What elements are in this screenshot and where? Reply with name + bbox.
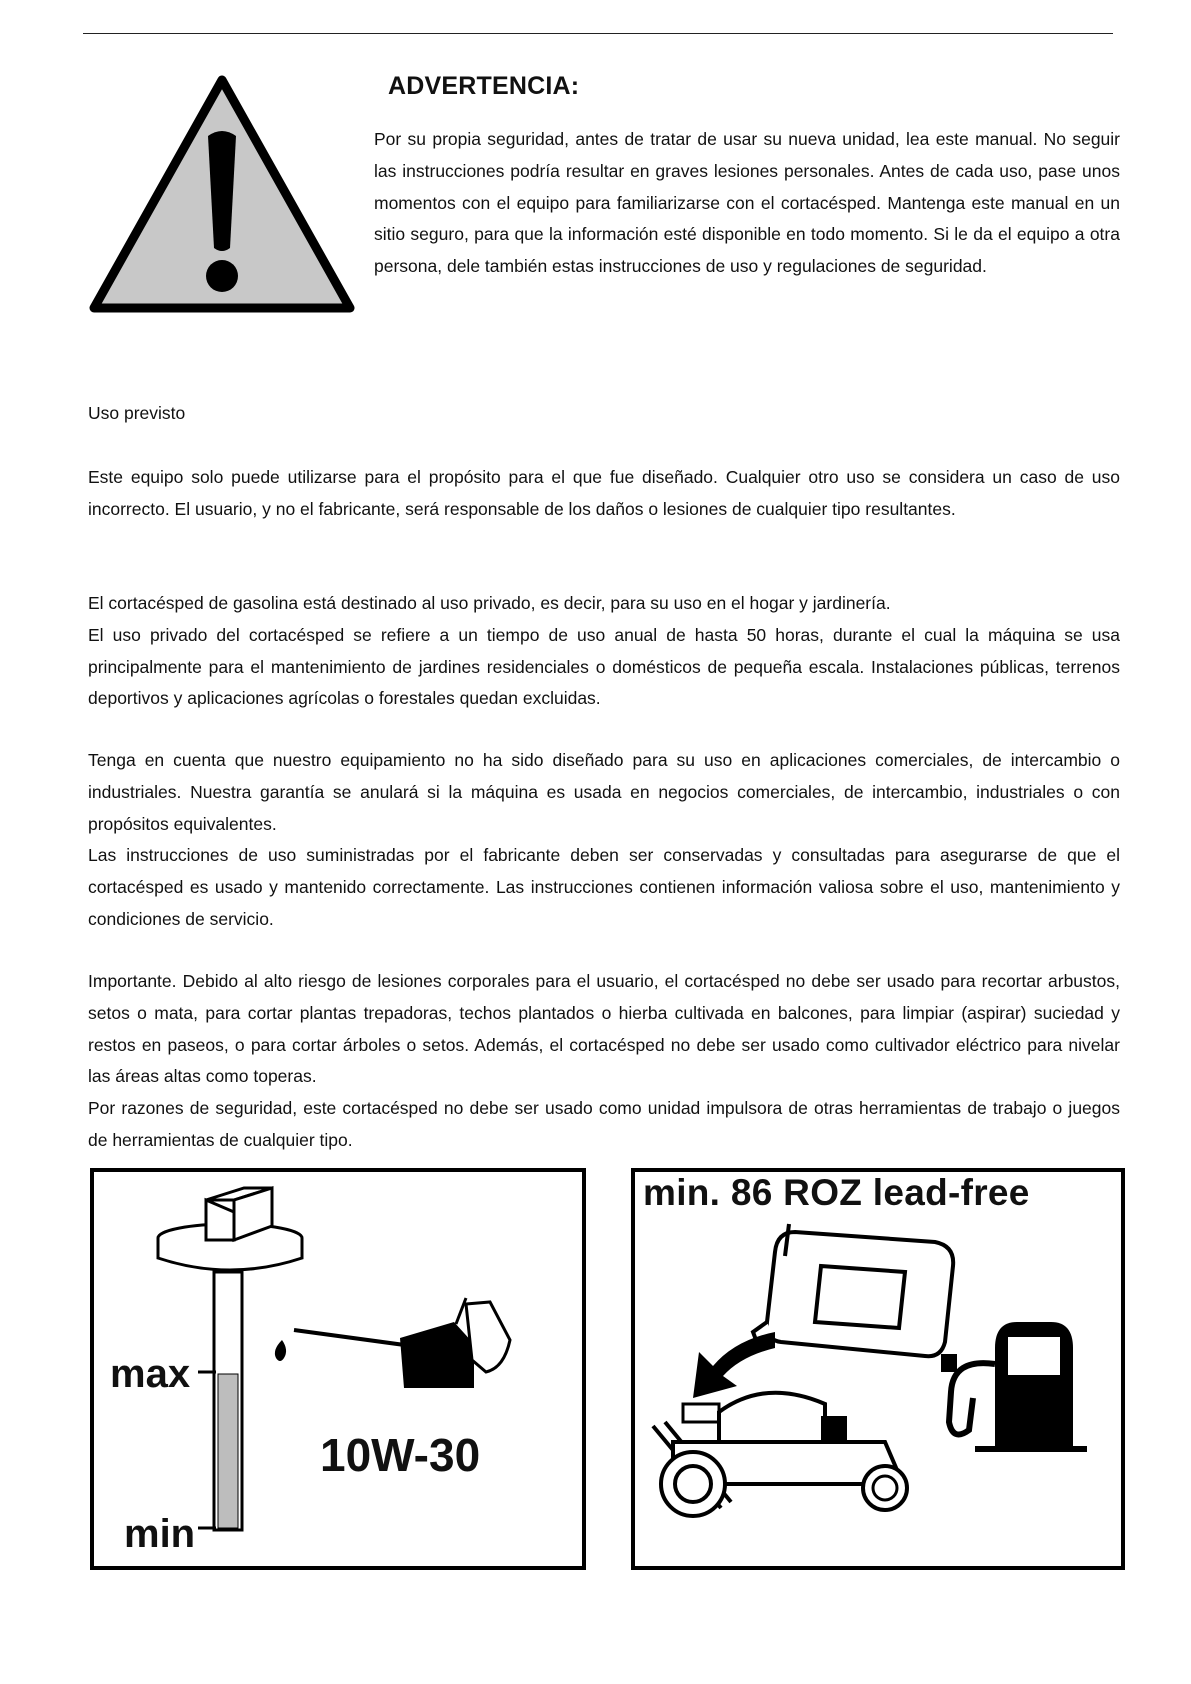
oil-can-icon — [275, 1298, 510, 1388]
warning-title: ADVERTENCIA: — [388, 72, 580, 100]
paragraph-text: Por razones de seguridad, este cortacésped no debe ser usado como unidad impulsora de otras herramientas de trabajo o juegos de herramientas de cualquier tipo. — [88, 1098, 1120, 1150]
paragraph-text: El cortacésped de gasolina está destinado al uso privado, es decir, para su uso en el hogar y jardinería. — [88, 593, 891, 613]
section-label-intended-use: Uso previsto — [88, 403, 186, 423]
top-rule — [83, 33, 1113, 34]
paragraph-intended-use — [88, 462, 1120, 526]
paragraph-text: Tenga en cuenta que nuestro equipamiento no ha sido diseñado para su uso en aplicaciones comerciales, de intercambio o industriales. Nuestra garantía se anulará si la máquina es usada en negocios comerciales, de intercambio, industriales o con propósitos equivalentes. — [88, 750, 1120, 834]
paragraph-text: Importante. Debido al alto riesgo de lesiones corporales para el usuario, el cortacésped no debe ser usado para recortar arbustos, setos o mata, para cortar plantas trepadoras, techos plantados o hierba cultivada en balcones, para limpiar (aspirar) suciedad y restos en paseos, o para cortar árboles o setos. Además, el cortacésped no debe ser usado como cultivador eléctrico para nivelar las áreas altas como toperas. — [88, 971, 1120, 1087]
oil-level-figure — [90, 1168, 586, 1570]
oil-max-label: max — [110, 1352, 191, 1396]
lawn-mower-icon — [653, 1393, 907, 1516]
paragraph-text: Las instrucciones de uso suministradas por el fabricante deben ser conservadas y consultadas para asegurarse de que el cortacésped es usado y mantenido correctamente. Las instrucciones contienen información valiosa sobre el uso, mantenimiento y condiciones de servicio. — [88, 845, 1120, 929]
paragraph-text: Este equipo solo puede utilizarse para el propósito para el que fue diseñado. Cualquier otro uso se considera un caso de uso incorrecto. El usuario, y no el fabricante, será responsable de los daños o lesiones de cualquier tipo resultantes. — [88, 467, 1120, 519]
oil-min-label: min — [124, 1512, 196, 1556]
paragraph-important — [88, 966, 1120, 1157]
warning-text: Por su propia seguridad, antes de tratar de usar su nueva unidad, lea este manual. No seguir las instrucciones podría resultar en graves lesiones personales. Antes de cada uso, pase unos momentos con el equipo para familiarizarse con el cortacésped. Mantenga este manual en un sitio seguro, para que la información esté disponible en todo momento. Si le da el equipo a otra persona, dele también estas instrucciones de uso y regulaciones de seguridad. — [374, 129, 1120, 277]
paragraph-private-use — [88, 588, 1120, 715]
warning-triangle-icon — [86, 72, 358, 322]
paragraph-commercial-use — [88, 745, 1120, 936]
oil-grade-label: 10W-30 — [320, 1429, 481, 1481]
fuel-pump-icon — [941, 1322, 1087, 1452]
fuel-canister-icon — [753, 1224, 953, 1356]
fuel-spec-label: min. 86 ROZ lead-free — [643, 1172, 1030, 1213]
fuel-figure — [631, 1168, 1125, 1570]
paragraph-text: El uso privado del cortacésped se refiere a un tiempo de uso anual de hasta 50 horas, durante el cual la máquina se usa principalmente para el mantenimiento de jardines residenciales o domésticos de pequeña escala. Instalaciones públicas, terrenos deportivos y aplicaciones agrícolas o forestales quedan excluidas. — [88, 624, 1120, 709]
